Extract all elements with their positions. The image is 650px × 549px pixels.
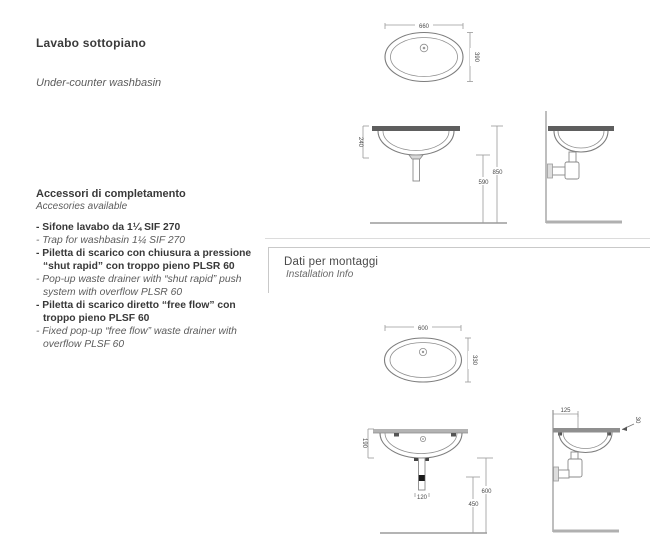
drain-tailpipe — [569, 152, 576, 163]
washbasin-top-view-600 — [360, 315, 485, 395]
product-title-english: Under-counter washbasin — [36, 77, 162, 89]
installation-info-box — [268, 247, 650, 293]
overflow-hole — [422, 438, 424, 440]
section-divider-line — [265, 238, 650, 239]
dim-label-width: 660 — [418, 24, 430, 30]
accessories-heading-italian: Accessori di completamento — [36, 188, 186, 200]
accessories-list — [36, 221, 268, 351]
installation-title-italian: Dati per montaggi — [284, 256, 379, 268]
dim-label-drain-offset: 120 — [416, 495, 428, 501]
product-title-italian: Lavabo sottopiano — [36, 36, 147, 50]
washbasin-front-view-b — [348, 418, 513, 548]
dim-label-bowl-depth: 240 — [357, 136, 363, 148]
worktop-section — [553, 428, 620, 433]
accessory-item: - Piletta di scarico diretto “free flow” con troppo pieno PLSF 60 — [36, 300, 236, 324]
accessories-heading-english: Accesories available — [36, 201, 128, 212]
trap-connection — [419, 475, 425, 481]
dim-label-bowl-depth: 190 — [361, 437, 367, 449]
dim-label-worktop-height: 850 — [492, 170, 503, 176]
dim-label-depth: 330 — [471, 354, 477, 366]
trap-body — [568, 459, 582, 477]
washbasin-front-view-a — [348, 103, 513, 231]
overflow-hole — [423, 47, 426, 50]
dim-label-depth: 390 — [473, 51, 479, 63]
washbasin-side-view-a — [540, 103, 645, 231]
dim-label-bowl-bottom-height: 600 — [481, 489, 492, 495]
dim-label-wall-distance: 125 — [560, 408, 571, 414]
dim-label-drain-height: 590 — [478, 180, 489, 186]
accessory-item: - Fixed pop-up “free flow” waste drainer with overflow PLSF 60 — [36, 326, 237, 350]
washbasin-side-view-b — [545, 398, 650, 543]
accessory-item: - Pop-up waste drainer with “shut rapid” push system with overflow PLSR 60 — [36, 274, 242, 298]
drain-pipe — [413, 159, 420, 181]
trap-body — [565, 162, 579, 179]
wall-flange — [548, 164, 553, 178]
mounting-clip — [394, 433, 399, 437]
overflow-hole — [422, 351, 424, 353]
accessory-item: - Trap for washbasin 1¼ SIF 270 — [36, 235, 185, 246]
dim-label-trap-height: 450 — [468, 502, 479, 508]
accessory-item: - Sifone lavabo da 1¼ SIF 270 — [36, 222, 181, 233]
dim-label-width: 600 — [417, 326, 429, 332]
wall-flange — [554, 467, 559, 481]
installation-title-english: Installation Info — [286, 269, 354, 280]
worktop-section — [373, 429, 468, 433]
dim-label-worktop-thickness: 30 — [634, 416, 640, 424]
accessory-item: - Piletta di scarico con chiusura a pressione “shut rapid” con troppo pieno PLSR 60 — [36, 248, 252, 272]
washbasin-top-view-660 — [360, 10, 485, 96]
drain-nut — [414, 458, 418, 461]
mounting-clip — [451, 433, 456, 437]
drain-flange — [409, 155, 423, 159]
worktop-section — [372, 126, 460, 131]
worktop-section — [548, 126, 614, 131]
drain-pipe — [419, 458, 426, 490]
drain-nut — [425, 458, 429, 461]
